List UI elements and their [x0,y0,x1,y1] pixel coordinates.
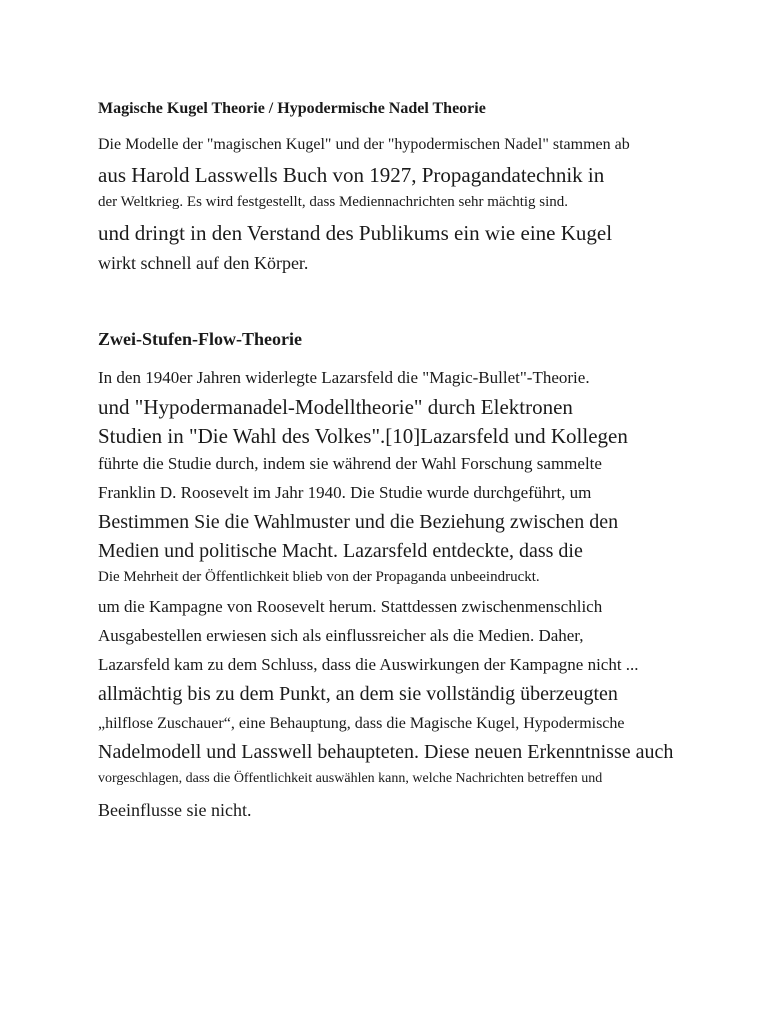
text-line: Die Mehrheit der Öffentlichkeit blieb von der Propaganda unbeeindruckt. [98,569,540,585]
text-line: aus Harold Lasswells Buch von 1927, Propagandatechnik in [98,163,605,187]
text-line: und dringt in den Verstand des Publikums ein wie eine Kugel [98,221,613,245]
text-line: Nadelmodell und Lasswell behaupteten. Diese neuen Erkenntnisse auch [98,741,674,763]
text-line: Die Modelle der "magischen Kugel" und der "hypodermischen Nadel" stammen ab [98,136,630,153]
text-line: allmächtig bis zu dem Punkt, an dem sie vollständig überzeugten [98,683,618,705]
text-line: wirkt schnell auf den Körper. [98,253,309,273]
text-line: Ausgabestellen erwiesen sich als einflussreicher als die Medien. Daher, [98,626,584,645]
section-heading-magic-bullet: Magische Kugel Theorie / Hypodermische Nadel Theorie [98,100,486,117]
text-line: um die Kampagne von Roosevelt herum. Stattdessen zwischenmenschlich [98,597,603,616]
text-line: Bestimmen Sie die Wahlmuster und die Beziehung zwischen den [98,511,619,533]
text-line: In den 1940er Jahren widerlegte Lazarsfeld die "Magic-Bullet"-Theorie. [98,368,590,387]
text-line: Studien in "Die Wahl des Volkes".[10]Lazarsfeld und Kollegen [98,424,628,448]
text-line: Lazarsfeld kam zu dem Schluss, dass die Auswirkungen der Kampagne nicht ... [98,655,639,674]
text-line: Medien und politische Macht. Lazarsfeld entdeckte, dass die [98,540,583,562]
text-line: Franklin D. Roosevelt im Jahr 1940. Die Studie wurde durchgeführt, um [98,483,592,502]
text-line: Beeinflusse sie nicht. [98,800,252,820]
text-line: „hilflose Zuschauer“, eine Behauptung, dass die Magische Kugel, Hypodermische [98,715,625,732]
section-heading-two-step-flow: Zwei-Stufen-Flow-Theorie [98,329,302,349]
text-line: vorgeschlagen, dass die Öffentlichkeit auswählen kann, welche Nachrichten betreffen und [98,771,603,786]
text-line: und "Hypodermanadel-Modelltheorie" durch Elektronen [98,395,573,419]
text-line: der Weltkrieg. Es wird festgestellt, dass Mediennachrichten sehr mächtig sind. [98,194,569,210]
text-line: führte die Studie durch, indem sie während der Wahl Forschung sammelte [98,454,602,473]
